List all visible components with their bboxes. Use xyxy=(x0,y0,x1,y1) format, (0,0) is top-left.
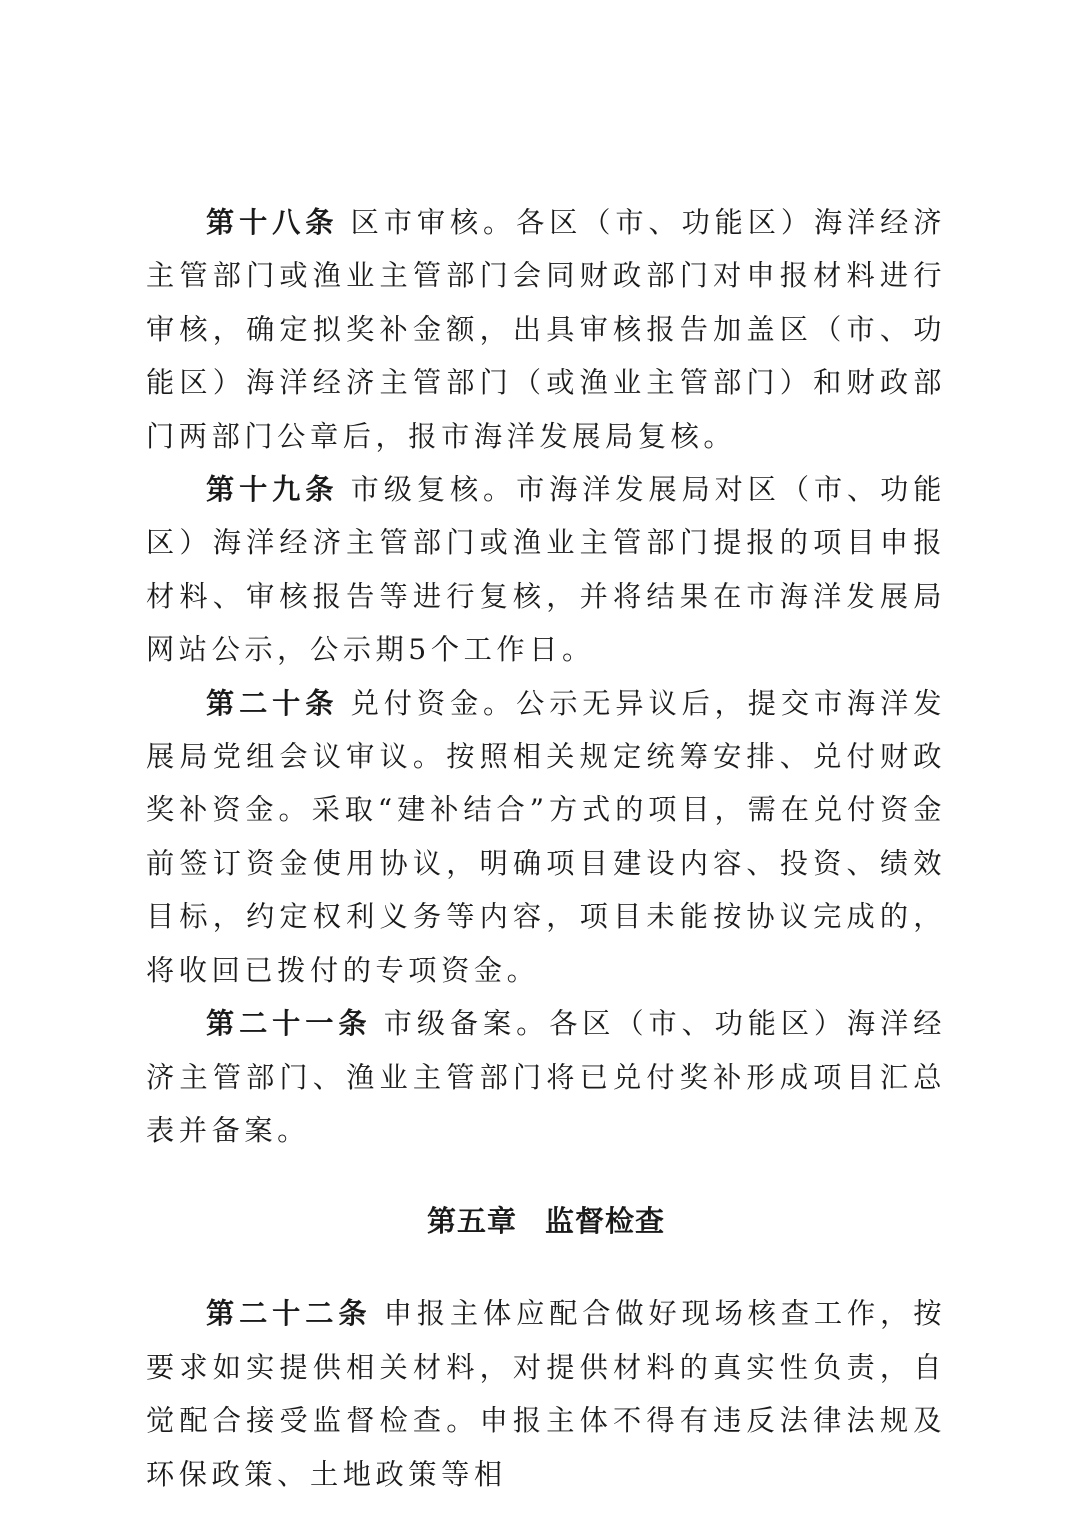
article-text: 申报主体应配合做好现场核查工作，按要求如实提供相关材料，对提供材料的真实性负责，自觉配合接受监督检查。申报主体不得有违反法律法规及环保政策、土地政策等相 xyxy=(146,1297,946,1491)
article-19 xyxy=(146,463,946,677)
article-number: 第十八条 xyxy=(206,206,339,239)
article-18 xyxy=(146,196,946,463)
article-22 xyxy=(146,1287,946,1501)
article-text: 市级复核。市海洋发展局对区（市、功能区）海洋经济主管部门或渔业主管部门提报的项目申报材料、审核报告等进行复核，并将结果在市海洋发展局网站公示，公示期5个工作日。 xyxy=(146,473,946,667)
article-text: 兑付资金。公示无异议后，提交市海洋发展局党组会议审议。按照相关规定统筹安排、兑付财政奖补资金。采取“建补结合”方式的项目，需在兑付资金前签订资金使用协议，明确项目建设内容、投资、绩效目标，约定权利义务等内容，项目未能按协议完成的，将收回已拨付的专项资金。 xyxy=(146,686,946,987)
article-number: 第二十二条 xyxy=(206,1297,372,1331)
article-number: 第二十一条 xyxy=(206,1007,372,1041)
article-text: 市级备案。各区（市、功能区）海洋经济主管部门、渔业主管部门将已兑付奖补形成项目汇总表并备案。 xyxy=(146,1007,946,1147)
article-21 xyxy=(146,997,946,1157)
chapter-heading xyxy=(146,1191,946,1251)
document-body xyxy=(146,196,946,1501)
article-number: 第二十条 xyxy=(206,686,339,720)
chapter-number: 第五章 xyxy=(426,1204,517,1239)
chapter-title: 监督检查 xyxy=(545,1204,666,1239)
article-text: 区市审核。各区（市、功能区）海洋经济主管部门或渔业主管部门会同财政部门对申报材料进行审核，确定拟奖补金额，出具审核报告加盖区（市、功能区）海洋经济主管部门（或渔业主管部门）和财政部门两部门公章后，报市海洋发展局复核。 xyxy=(146,206,946,453)
article-number: 第十九条 xyxy=(206,473,339,507)
article-20 xyxy=(146,677,946,997)
